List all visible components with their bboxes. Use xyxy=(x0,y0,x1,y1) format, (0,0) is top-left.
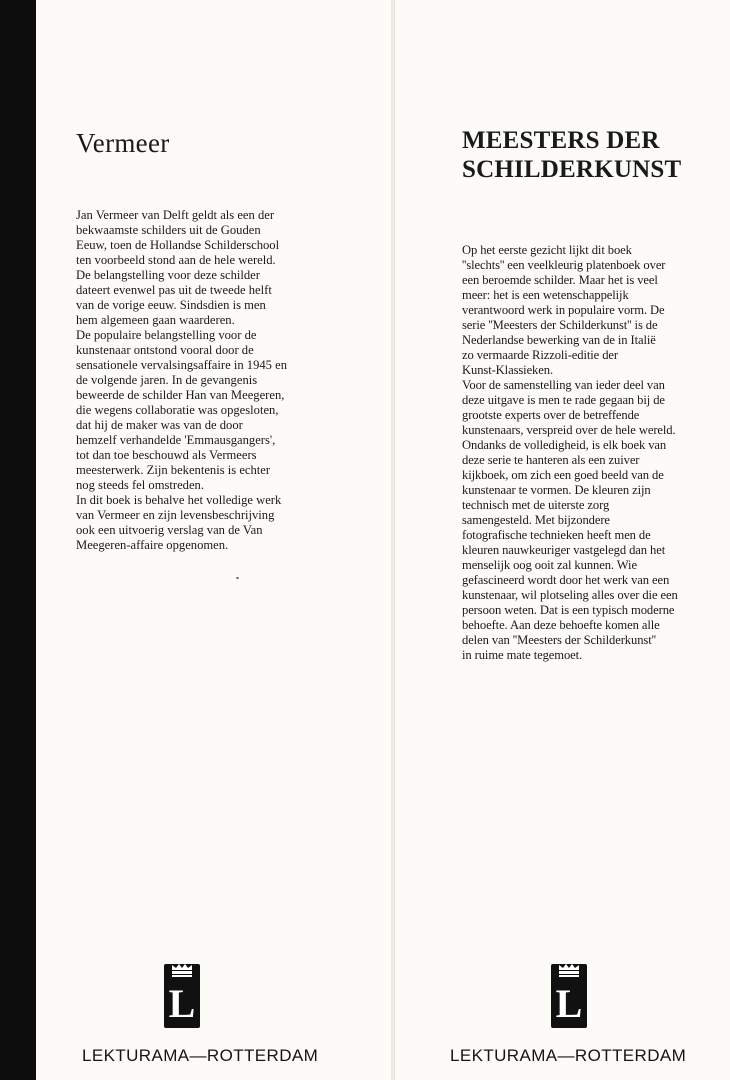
text-line: sensationele vervalsingsaffaire in 1945 en xyxy=(76,358,287,372)
text-line: delen van ''Meesters der Schilderkunst'' xyxy=(462,633,656,647)
text-line: kunstenaar ontstond vooral door de xyxy=(76,343,254,357)
text-line: zo vermaarde Rizzoli-editie der xyxy=(462,348,618,362)
publisher-name-right: LEKTURAMA—ROTTERDAM xyxy=(450,1046,687,1065)
text-line: Op het eerste gezicht lijkt dit boek xyxy=(462,243,632,257)
left-page-title: Vermeer xyxy=(76,128,170,158)
publisher-name-left: LEKTURAMA—ROTTERDAM xyxy=(82,1046,319,1065)
text-line: persoon weten. Dat is een typisch moderne xyxy=(462,603,675,617)
text-line: serie ''Meesters der Schilderkunst'' is de xyxy=(462,318,658,332)
text-line: kijkboek, om zich een goed beeld van de xyxy=(462,468,664,482)
text-line: nog steeds fel omstreden. xyxy=(76,478,205,492)
text-line: tot dan toe beschouwd als Vermeers xyxy=(76,448,257,462)
text-line: deze serie te hanteren als een zuiver xyxy=(462,453,640,467)
text-line: samengesteld. Met bijzondere xyxy=(462,513,610,527)
text-line: fotografische technieken heeft men de xyxy=(462,528,651,542)
text-line: van Vermeer en zijn levensbeschrijving xyxy=(76,508,275,522)
text-line: menselijk oog ooit zal kunnen. Wie xyxy=(462,558,637,572)
text-line: Meegeren-affaire opgenomen. xyxy=(76,538,229,552)
text-line: In dit boek is behalve het volledige werk xyxy=(76,493,282,507)
text-line: bekwaamste schilders uit de Gouden xyxy=(76,223,261,237)
text-line: grootste experts over de betreffende xyxy=(462,408,640,422)
text-line: Voor de samenstelling van ieder deel van xyxy=(462,378,665,392)
publisher-logo-right xyxy=(551,964,587,1028)
logo-letter: L xyxy=(168,981,196,1026)
text-line: ten voorbeeld stond aan de hele wereld. xyxy=(76,253,276,267)
text-line: dateert evenwel pas uit de tweede helft xyxy=(76,283,272,297)
text-line: gefascineerd wordt door het werk van een xyxy=(462,573,670,587)
crown-icon xyxy=(172,964,192,977)
text-line: kunstenaar, wil plotseling alles over die een xyxy=(462,588,678,602)
book-spine xyxy=(0,0,36,1080)
paper-speck xyxy=(236,577,239,579)
text-line: deze uitgave is men te rade gegaan bij de xyxy=(462,393,665,407)
text-line: kunstenaar te vormen. De kleuren zijn xyxy=(462,483,651,497)
text-line: ook een uitvoerig verslag van de Van xyxy=(76,523,263,537)
text-line: een beroemde schilder. Maar het is veel xyxy=(462,273,658,287)
right-page-title-line-1: MEESTERS DER xyxy=(462,127,660,154)
text-line: dat hij de maker was van de door xyxy=(76,418,243,432)
text-line: kunstenaars, verspreid over de hele wereld. xyxy=(462,423,676,437)
text-line: Nederlandse bewerking van de in Italië xyxy=(462,333,656,347)
right-page-title xyxy=(462,126,681,184)
text-line: hem algemeen gaan waarderen. xyxy=(76,313,235,327)
text-line: verantwoord werk in populaire vorm. De xyxy=(462,303,665,317)
text-line: technisch met de uiterste zorg xyxy=(462,498,610,512)
text-line: Eeuw, toen de Hollandse Schilderschool xyxy=(76,238,280,252)
text-line: De belangstelling voor deze schilder xyxy=(76,268,260,282)
text-line: van de vorige eeuw. Sindsdien is men xyxy=(76,298,266,312)
publisher-logo-left xyxy=(164,964,200,1028)
logo-letter: L xyxy=(555,981,583,1026)
text-line: hemzelf verhandelde 'Emmausgangers', xyxy=(76,433,276,447)
text-line: kleuren nauwkeuriger vastgelegd dan het xyxy=(462,543,666,557)
text-line: de volgende jaren. In de gevangenis xyxy=(76,373,258,387)
text-line: behoefte. Aan deze behoefte komen alle xyxy=(462,618,660,632)
text-line: Kunst-Klassieken. xyxy=(462,363,553,377)
right-page-text xyxy=(462,243,724,663)
left-page-text xyxy=(76,208,372,553)
crown-icon xyxy=(559,964,579,977)
text-line: De populaire belangstelling voor de xyxy=(76,328,257,342)
text-line: meer: het is een wetenschappelijk xyxy=(462,288,629,302)
text-line: die wegens collaboratie was opgesloten, xyxy=(76,403,279,417)
text-line: meesterwerk. Zijn bekentenis is echter xyxy=(76,463,271,477)
text-line: in ruime mate tegemoet. xyxy=(462,648,583,662)
text-line: beweerde de schilder Han van Meegeren, xyxy=(76,388,285,402)
text-line: Ondanks de volledigheid, is elk boek van xyxy=(462,438,667,452)
right-page-title-line-2: SCHILDERKUNST xyxy=(462,156,682,183)
text-line: Jan Vermeer van Delft geldt als een der xyxy=(76,208,275,222)
text-line: ''slechts'' een veelkleurig platenboek over xyxy=(462,258,666,272)
